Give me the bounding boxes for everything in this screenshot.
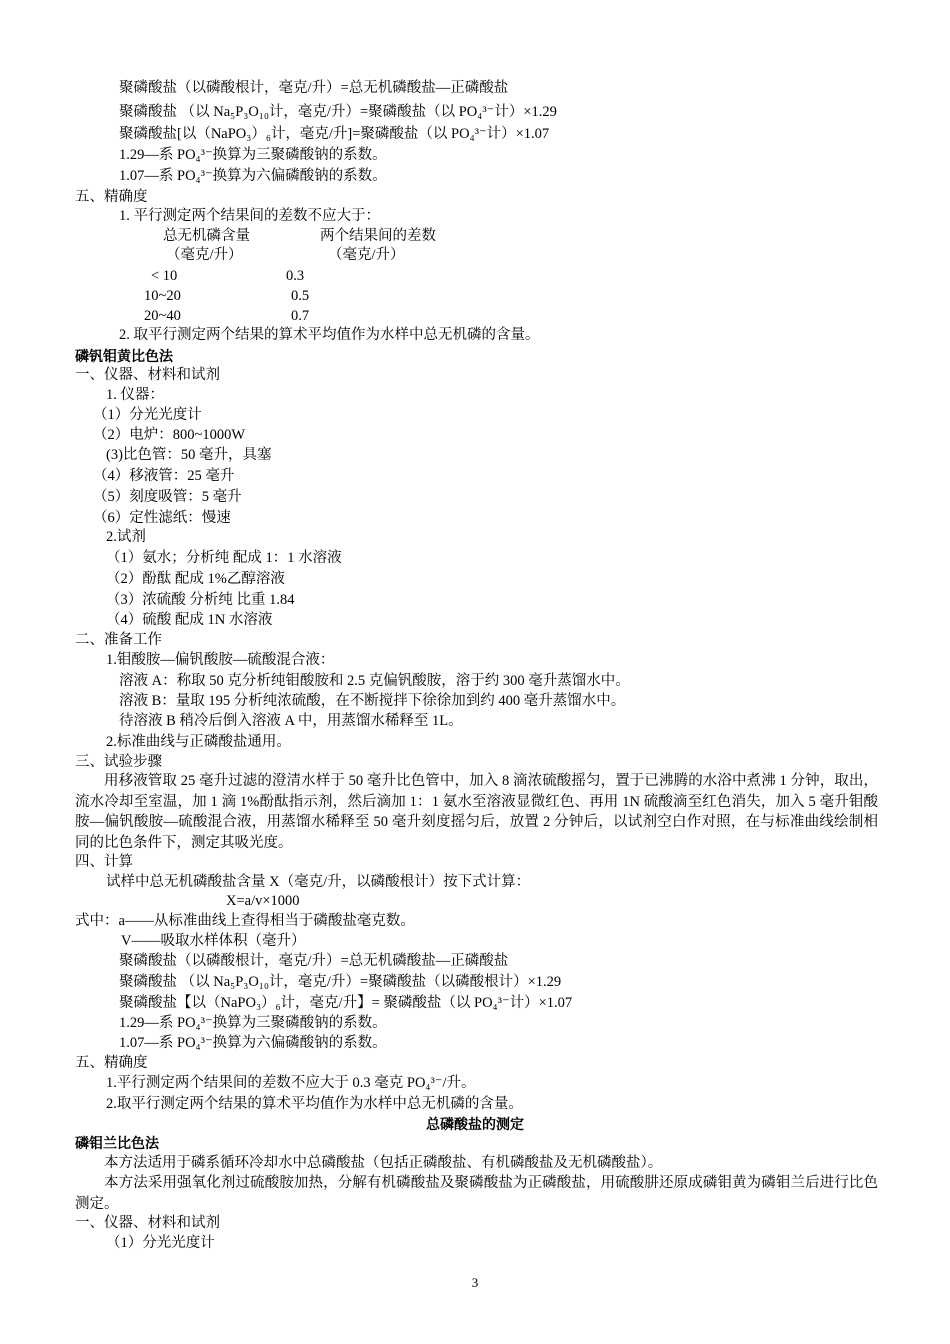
method-title: 磷钼兰比色法 — [75, 1135, 159, 1151]
table-header: 总无机磷含量 — [163, 228, 250, 244]
method-title: 磷钒钼黄比色法 — [75, 348, 173, 364]
list-item: （5）刻度吸管：5 毫升 — [93, 489, 242, 505]
table-cell: 0.3 — [286, 268, 305, 284]
list-item: （4）硫酸 配成 1N 水溶液 — [106, 612, 273, 628]
list-item: 1. 仪器： — [106, 387, 164, 403]
table-header: 两个结果间的差数 — [320, 228, 436, 244]
list-item: （1）分光光度计 — [93, 407, 202, 423]
page-number: 3 — [471, 1275, 479, 1290]
list-item: （4）移液管：25 毫升 — [93, 468, 235, 484]
section-heading: 五、精确度 — [75, 189, 148, 205]
formula-line: 聚磷酸盐 （以 Na₅P₃O₁₀计，毫克/升）=聚磷酸盐（以 PO₄³⁻计）×1.29 — [119, 104, 557, 120]
section-heading: 二、准备工作 — [75, 632, 162, 648]
text-line: 试样中总无机磷酸盐含量 X（毫克/升，以磷酸根计）按下式计算： — [106, 874, 531, 890]
section-heading: 四、计算 — [75, 854, 133, 870]
list-item: 1. 平行测定两个结果间的差数不应大于： — [119, 208, 380, 224]
list-item: （1）分光光度计 — [106, 1235, 215, 1251]
list-item: （2）电炉：800~1000W — [93, 427, 246, 443]
list-item: 2. 取平行测定两个结果的算术平均值作为水样中总无机磷的含量。 — [119, 327, 540, 343]
text-line: 式中：a——从标准曲线上查得相当于磷酸盐毫克数。 — [75, 913, 415, 929]
formula: X=a/v×1000 — [226, 893, 300, 909]
intro-paragraph: 本方法适用于磷系循环冷却水中总磷酸盐（包括正磷酸盐、有机磷酸盐及无机磷酸盐）。 — [104, 1155, 663, 1171]
list-item: （6）定性滤纸：慢速 — [93, 510, 231, 526]
table-header: （毫克/升） — [166, 247, 243, 263]
section-heading: 三、试验步骤 — [75, 754, 162, 770]
section-title: 总磷酸盐的测定 — [426, 1116, 524, 1132]
list-item: 2.试剂 — [106, 529, 146, 545]
text-line: 溶液 B：量取 195 分析纯浓硫酸，在不断搅拌下徐徐加到约 400 毫升蒸馏水中。 — [119, 693, 626, 709]
table-cell: 20~40 — [144, 308, 181, 324]
table-cell: < 10 — [151, 268, 178, 284]
list-item: 1.平行测定两个结果间的差数不应大于 0.3 毫克 PO₄³⁻/升。 — [106, 1075, 476, 1091]
table-cell: 0.5 — [291, 288, 310, 304]
note-line: 1.29—系 PO₄³⁻换算为三聚磷酸钠的系数。 — [119, 1015, 387, 1031]
procedure-paragraph: 用移液管取 25 毫升过滤的澄清水样于 50 毫升比色管中，加入 8 滴浓硫酸摇匀，置于已沸腾的水浴中煮沸 1 分钟，取出，流水冷却至室温，加 1 滴 1%酚酞指示剂，然后滴加 1：1 氨水至溶液显微红色、再用 1N 硫酸滴至红色消失，加入 5 毫升钼酸胺—偏钒酸胺—硫酸混合液，用蒸馏水稀释至 50 毫升刻度摇匀后，放置 2 分钟后，以试剂空白作对照，在与标准曲线绘制相同的比色条件下，测定其吸光度。 — [75, 773, 878, 851]
note-line: 1.29—系 PO₄³⁻换算为三聚磷酸钠的系数。 — [119, 147, 387, 163]
list-item: (3)比色管：50 毫升，具塞 — [106, 447, 272, 463]
formula-line: 聚磷酸盐【以（NaPO₃）₆计，毫克/升】= 聚磷酸盐（以 PO₄³⁻计）×1.07 — [119, 995, 573, 1011]
section-heading: 一、仪器、材料和试剂 — [75, 1215, 220, 1231]
section-heading: 一、仪器、材料和试剂 — [75, 367, 220, 383]
note-line: 1.07—系 PO₄³⁻换算为六偏磷酸钠的系数。 — [119, 168, 387, 184]
text-line: 溶液 A：称取 50 克分析纯钼酸胺和 2.5 克偏钒酸胺，溶于约 300 毫升蒸馏水中。 — [119, 673, 630, 689]
list-item: 2.取平行测定两个结果的算术平均值作为水样中总无机磷的含量。 — [106, 1096, 523, 1112]
list-item: （3）浓硫酸 分析纯 比重 1.84 — [106, 592, 295, 608]
list-item: （1）氨水；分析纯 配成 1：1 水溶液 — [106, 550, 342, 566]
formula-line: 聚磷酸盐[以（NaPO₃）₆计，毫克/升]=聚磷酸盐（以 PO₄³⁻计）×1.07 — [119, 126, 550, 142]
text-line: V——吸取水样体积（毫升） — [121, 933, 306, 949]
intro-paragraph: 本方法采用强氧化剂过硫酸胺加热，分解有机磷酸盐及聚磷酸盐为正磷酸盐，用硫酸肼还原成磷钼黄为磷钼兰后进行比色测定。 — [75, 1175, 878, 1212]
formula-line: 聚磷酸盐（以磷酸根计，毫克/升）=总无机磷酸盐—正磷酸盐 — [119, 953, 509, 969]
section-heading: 五、精确度 — [75, 1055, 148, 1071]
list-item: 2.标准曲线与正磷酸盐通用。 — [106, 734, 291, 750]
text-line: 待溶液 B 稍冷后倒入溶液 A 中，用蒸馏水稀释至 1L。 — [119, 713, 463, 729]
table-cell: 10~20 — [144, 288, 181, 304]
table-header: （毫克/升） — [328, 247, 405, 263]
list-item: （2）酚酞 配成 1%乙醇溶液 — [106, 571, 285, 587]
table-cell: 0.7 — [291, 308, 310, 324]
formula-line: 聚磷酸盐（以磷酸根计，毫克/升）=总无机磷酸盐—正磷酸盐 — [119, 80, 509, 96]
list-item: 1.钼酸胺—偏钒酸胺—硫酸混合液： — [106, 652, 335, 668]
note-line: 1.07—系 PO₄³⁻换算为六偏磷酸钠的系数。 — [119, 1035, 387, 1051]
formula-line: 聚磷酸盐 （以 Na₅P₃O₁₀计，毫克/升）=聚磷酸盐（以磷酸根计）×1.29 — [119, 974, 562, 990]
